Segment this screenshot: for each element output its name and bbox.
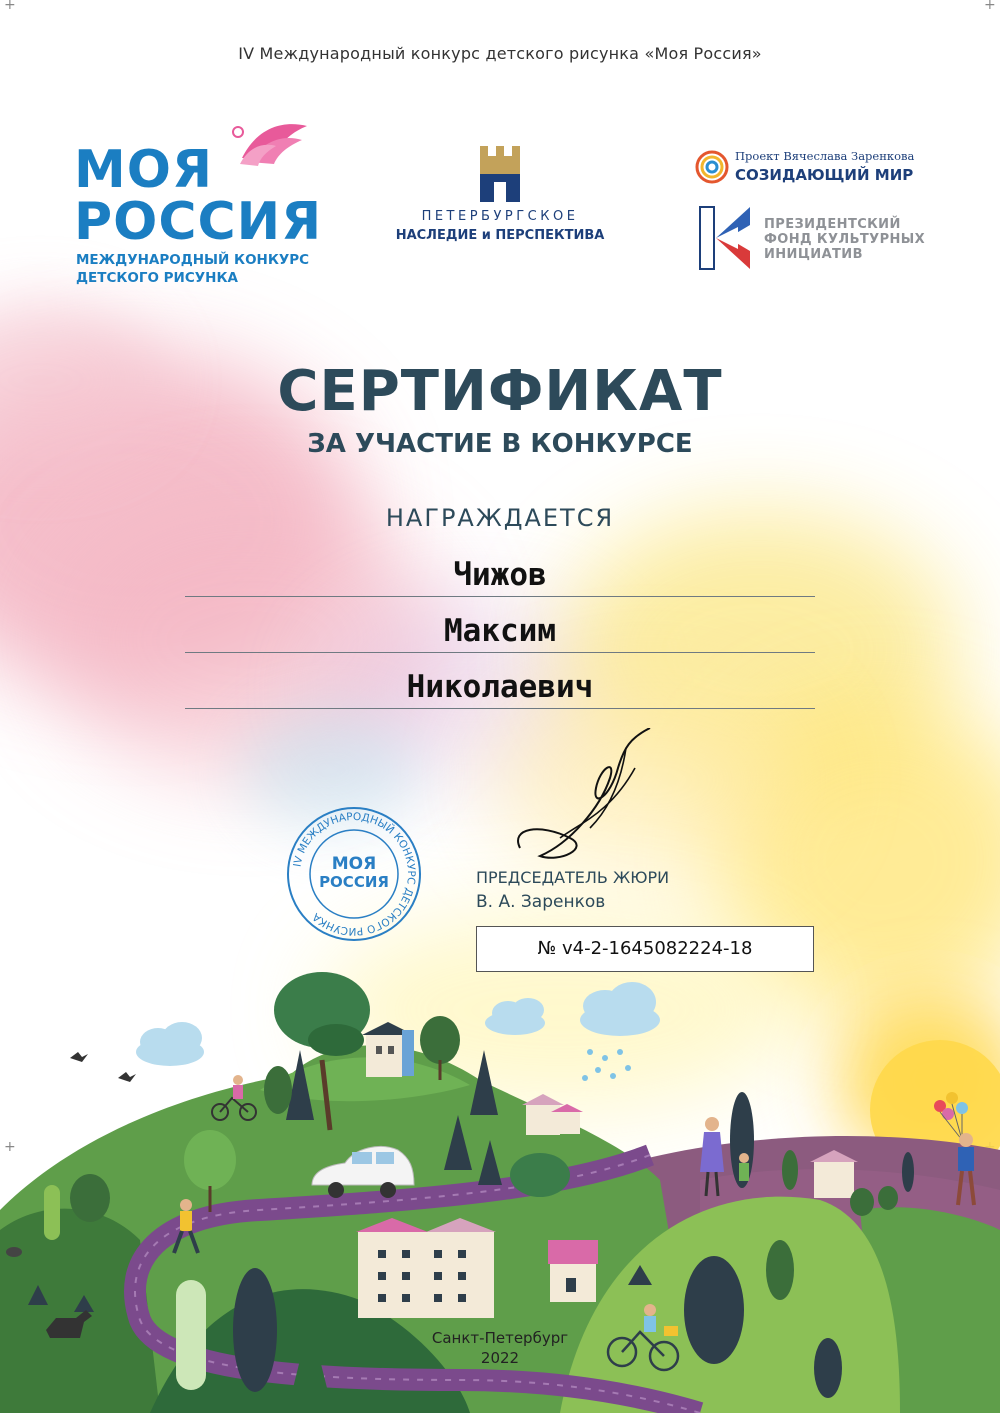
rain-icon (582, 1049, 631, 1081)
awarded-label: НАГРАЖДАЕТСЯ (385, 504, 615, 532)
tree-icon (264, 1066, 292, 1114)
pfki-logo-line-3: ИНИЦИАТИВ (764, 247, 863, 262)
stamp-word-2: РОССИЯ (319, 873, 389, 891)
spb-logo-line-1: ПЕТЕРБУРГСКОЕ (421, 209, 579, 224)
zarenkov-logo-line-2: СОЗИДАЮЩИЙ МИР (735, 166, 914, 184)
certificate-title: СЕРТИФИКАТ (277, 359, 723, 424)
city-label: Санкт-Петербург (431, 1329, 569, 1347)
tree-icon (782, 1150, 798, 1190)
recipient-first-name: Максим (185, 612, 815, 653)
recipient-surname: Чижов (185, 556, 815, 597)
tree-icon (420, 1016, 460, 1064)
logo-subtitle-1: МЕЖДУНАРОДНЫЙ КОНКУРС (76, 252, 310, 268)
tree-icon (70, 1174, 110, 1222)
stamp-ring-text: IV МЕЖДУНАРОДНЫЙ КОНКУРС ДЕТСКОГО РИСУНКА (291, 810, 418, 938)
tree-icon (878, 1186, 898, 1210)
tree-icon (684, 1256, 744, 1364)
hedgehog-icon (6, 1247, 22, 1257)
cloud-icon (136, 1022, 204, 1066)
year-label: 2022 (480, 1349, 520, 1367)
crop-mark: + (984, 0, 996, 13)
recipient-patronymic: Николаевич (185, 668, 815, 709)
cloud-icon (485, 998, 545, 1035)
spb-logo-line-2: НАСЛЕДИЕ и ПЕРСПЕКТИВА (395, 228, 605, 243)
cloud-icon (580, 982, 660, 1036)
house-icon (362, 1022, 414, 1077)
pfki-logo-line-1: ПРЕЗИДЕНТСКИЙ (764, 217, 901, 232)
jury-chair-name: В. А. Заренков (476, 892, 606, 912)
tree-icon (766, 1240, 794, 1300)
contest-header: IV Международный конкурс детского рисунка «Моя Россия» (238, 44, 762, 63)
house-icon (522, 1094, 583, 1135)
logo-word-2: РОССИЯ (74, 192, 323, 252)
stamp-word-1: МОЯ (331, 854, 377, 874)
bush-icon (510, 1153, 570, 1197)
tree-icon (184, 1130, 236, 1190)
certificate-subtitle: ЗА УЧАСТИЕ В КОНКУРСЕ (307, 429, 693, 459)
tree-icon (233, 1268, 277, 1392)
house-icon (548, 1240, 598, 1302)
crop-mark: + (4, 1139, 16, 1155)
tree-icon (902, 1152, 914, 1192)
tree-icon (44, 1185, 60, 1240)
tree-icon (814, 1338, 842, 1398)
logo-word-1: МОЯ (74, 140, 213, 200)
jury-chair-title: ПРЕДСЕДАТЕЛЬ ЖЮРИ (476, 868, 670, 887)
tree-icon (176, 1280, 206, 1390)
zarenkov-logo-line-1: Проект Вячеслава Заренкова (735, 149, 915, 163)
tree-icon (850, 1188, 874, 1216)
apartment-building-icon (356, 1218, 496, 1318)
bird-icon (118, 1072, 136, 1082)
bird-icon (70, 1052, 88, 1062)
logo-subtitle-2: ДЕТСКОГО РИСУНКА (76, 270, 238, 286)
certificate-number: № v4-2-1645082224-18 (476, 926, 814, 972)
pfki-logo-line-2: ФОНД КУЛЬТУРНЫХ (764, 232, 926, 247)
crop-mark: + (4, 0, 16, 13)
